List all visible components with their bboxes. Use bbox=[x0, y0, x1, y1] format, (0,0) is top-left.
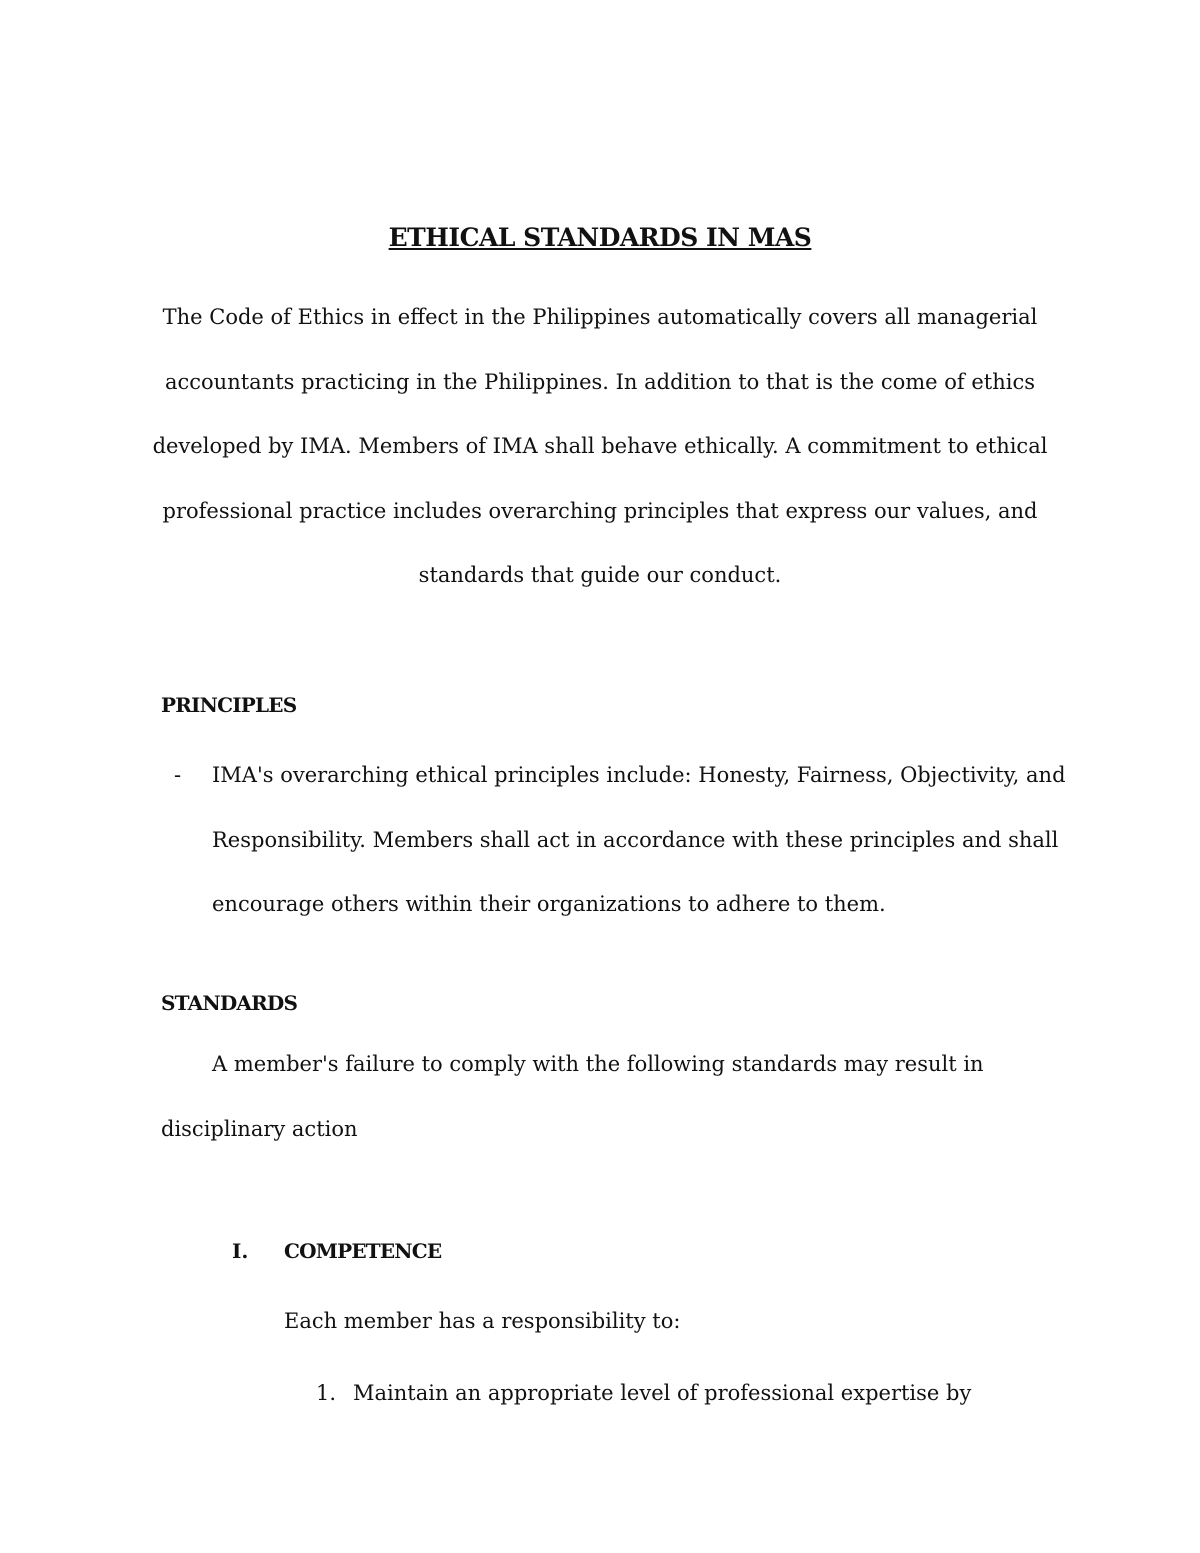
intro-line: The Code of Ethics in effect in the Philippines automatically covers all managerial bbox=[162, 305, 1038, 329]
section-numeral: I. bbox=[232, 1239, 249, 1263]
standards-heading: STANDARDS bbox=[161, 991, 298, 1015]
section-lead: Each member has a responsibility to: bbox=[284, 1309, 681, 1333]
standards-intro bbox=[161, 1046, 1061, 1175]
intro-paragraph bbox=[140, 299, 1060, 622]
list-item-number: 1. bbox=[316, 1381, 337, 1405]
standards-intro-line: A member's failure to comply with the following standards may result in bbox=[212, 1052, 984, 1076]
standards-intro-line: disciplinary action bbox=[161, 1116, 358, 1141]
bullet-line: Responsibility. Members shall act in accordance with these principles and shall bbox=[212, 827, 1059, 852]
bullet-marker: - bbox=[174, 763, 182, 787]
intro-line: standards that guide our conduct. bbox=[418, 563, 782, 587]
list-item-text: Maintain an appropriate level of professional expertise by bbox=[353, 1381, 972, 1405]
document-title: ETHICAL STANDARDS IN MAS bbox=[388, 223, 812, 252]
intro-line: developed by IMA. Members of IMA shall behave ethically. A commitment to ethical bbox=[152, 434, 1048, 458]
bullet-line: encourage others within their organizations to adhere to them. bbox=[212, 892, 886, 916]
section-title-competence: COMPETENCE bbox=[284, 1239, 442, 1263]
bullet-line: IMA's overarching ethical principles include: Honesty, Fairness, Objectivity, and bbox=[212, 763, 1066, 787]
principles-heading: PRINCIPLES bbox=[161, 693, 297, 717]
intro-line: accountants practicing in the Philippines. In addition to that is the come of ethics bbox=[165, 369, 1035, 394]
intro-line: professional practice includes overarching principles that express our values, and bbox=[162, 498, 1038, 523]
principles-bullet bbox=[212, 757, 1092, 951]
